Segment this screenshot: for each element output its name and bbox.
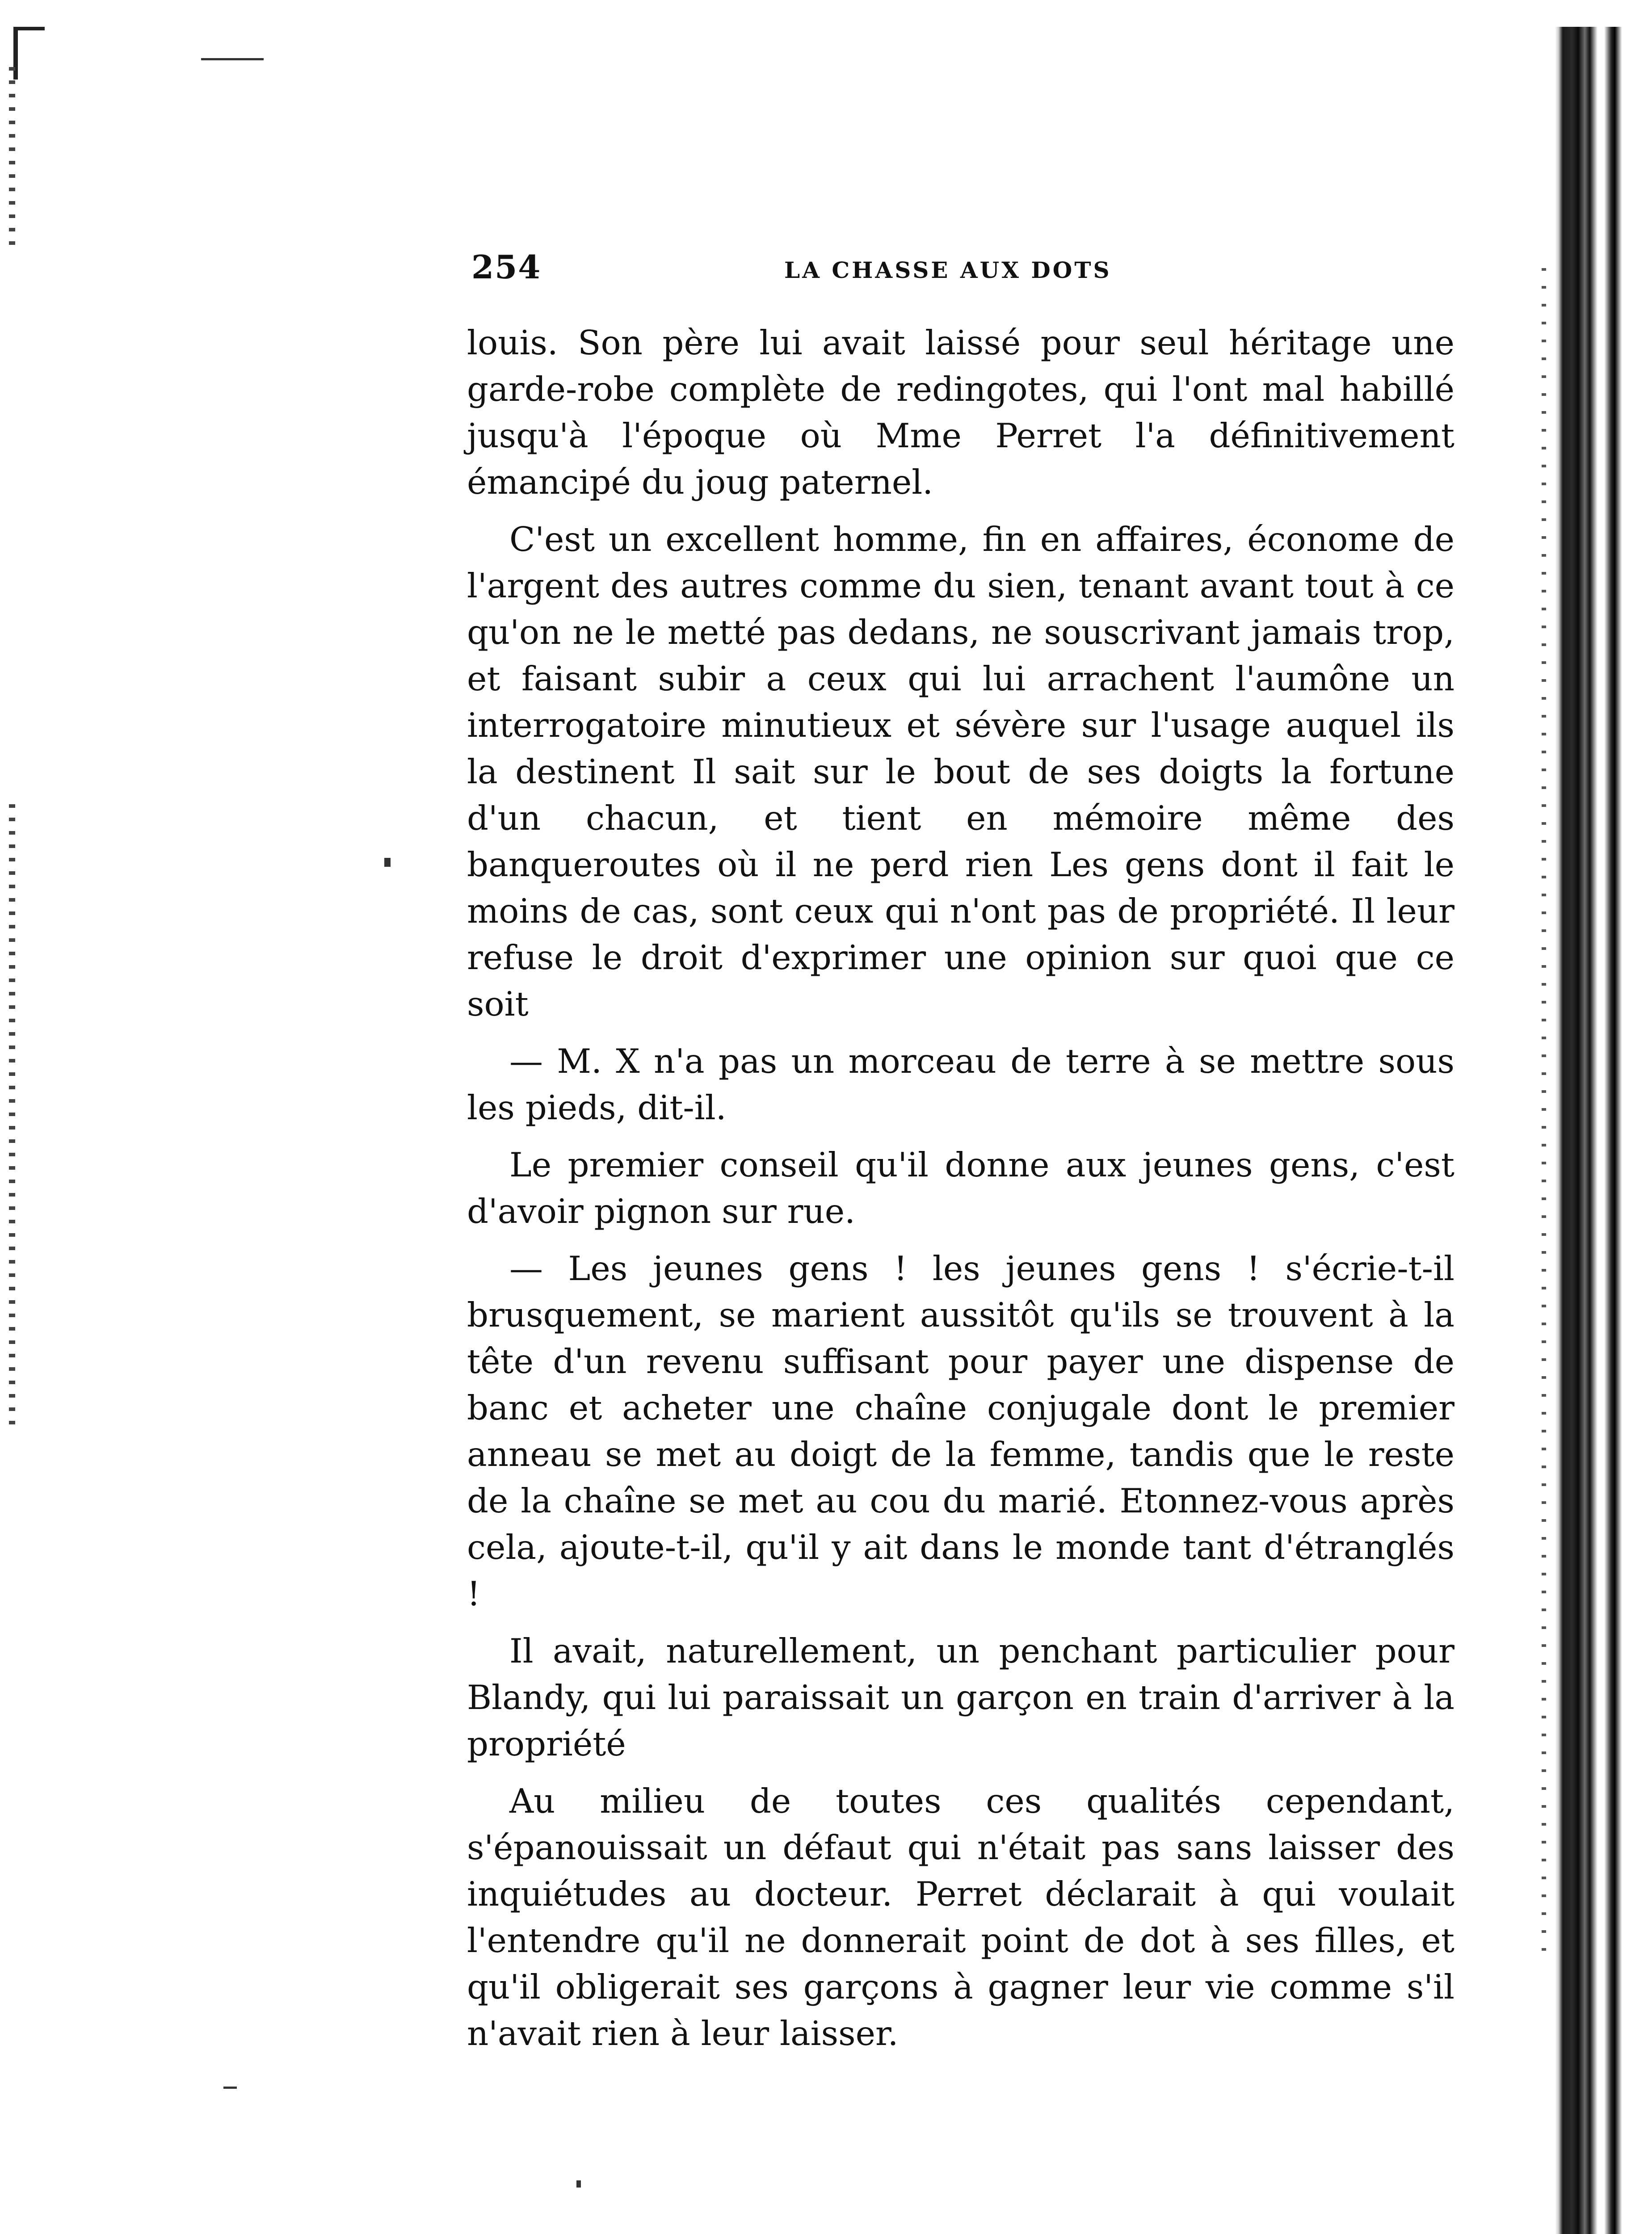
paragraph: C'est un excellent homme, fin en affaires, économe de l'argent des autres comme du sien, tenant avant tout à ce qu'on ne le metté pas dedans, ne souscrivant jamais trop, et faisant subir a ceux qui lui arrachent l'aumône un interrogatoire minutieux et sévère sur l'usage auquel ils la destinent Il sait sur le bout de ses doigts la fortune d'un chacun, et tient en mémoire même des banqueroutes où il ne perd rien Les gens dont il fait le moins de cas, sont ceux qui n'ont pas de propriété. Il leur refuse le droit d'exprimer une opinion sur quoi que ce soit <box>467 520 1454 1024</box>
scan-speck <box>201 58 264 60</box>
paragraph: Le premier conseil qu'il donne aux jeunes gens, c'est d'avoir pignon sur rue. <box>467 1145 1454 1231</box>
paragraph: — Les jeunes gens ! les jeunes gens ! s'écrie-t-il brusquement, se marient aussitôt qu'ils se trouvent à la tête d'un revenu suffisant pour payer une dispense de banc et acheter une chaîne conjugale dont le premier anneau se met au doigt de la femme, tandis que le reste de la chaîne se met au cou du marié. Etonnez-vous après cela, ajoute-t-il, qu'il y ait dans le monde tant d'étranglés ! <box>467 1249 1454 1613</box>
book-binding-edge <box>1555 27 1597 2234</box>
page-number: 254 <box>471 248 542 286</box>
scan-margin-specks <box>9 67 15 246</box>
paragraph: louis. Son père lui avait laissé pour seul héritage une garde-robe complète de redingotes, qui l'ont mal habillé jusqu'à l'époque où Mme Perret l'a définitivement émancipé du joug paternel. <box>467 323 1454 502</box>
scan-corner-mark <box>13 27 45 80</box>
scan-speck <box>576 2180 581 2188</box>
paragraph: Il avait, naturellement, un penchant particulier pour Blandy, qui lui paraissait un garçon en train d'arriver à la propriété <box>467 1631 1454 1764</box>
running-header <box>471 248 1454 293</box>
running-title: LA CHASSE AUX DOTS <box>784 257 1112 283</box>
scan-speck <box>384 858 391 867</box>
paragraph: — M. X n'a pas un morceau de terre à se mettre sous les pieds, dit-il. <box>467 1041 1454 1127</box>
scan-speck <box>223 2087 237 2089</box>
paragraph: Au milieu de toutes ces qualités cependant, s'épanouissait un défaut qui n'était pas sans laisser des inquiétudes au docteur. Perret déclarait à qui voulait l'entendre qu'il ne donnerait point de dot à ses filles, et qu'il obligerait ses garçons à gagner leur vie comme s'il n'avait rien à leur laisser. <box>467 1781 1454 2053</box>
scan-margin-specks <box>9 804 15 1430</box>
book-binding-edge <box>1604 27 1622 2234</box>
body-text <box>467 319 1454 2067</box>
scan-margin-specks <box>1542 268 1546 1966</box>
